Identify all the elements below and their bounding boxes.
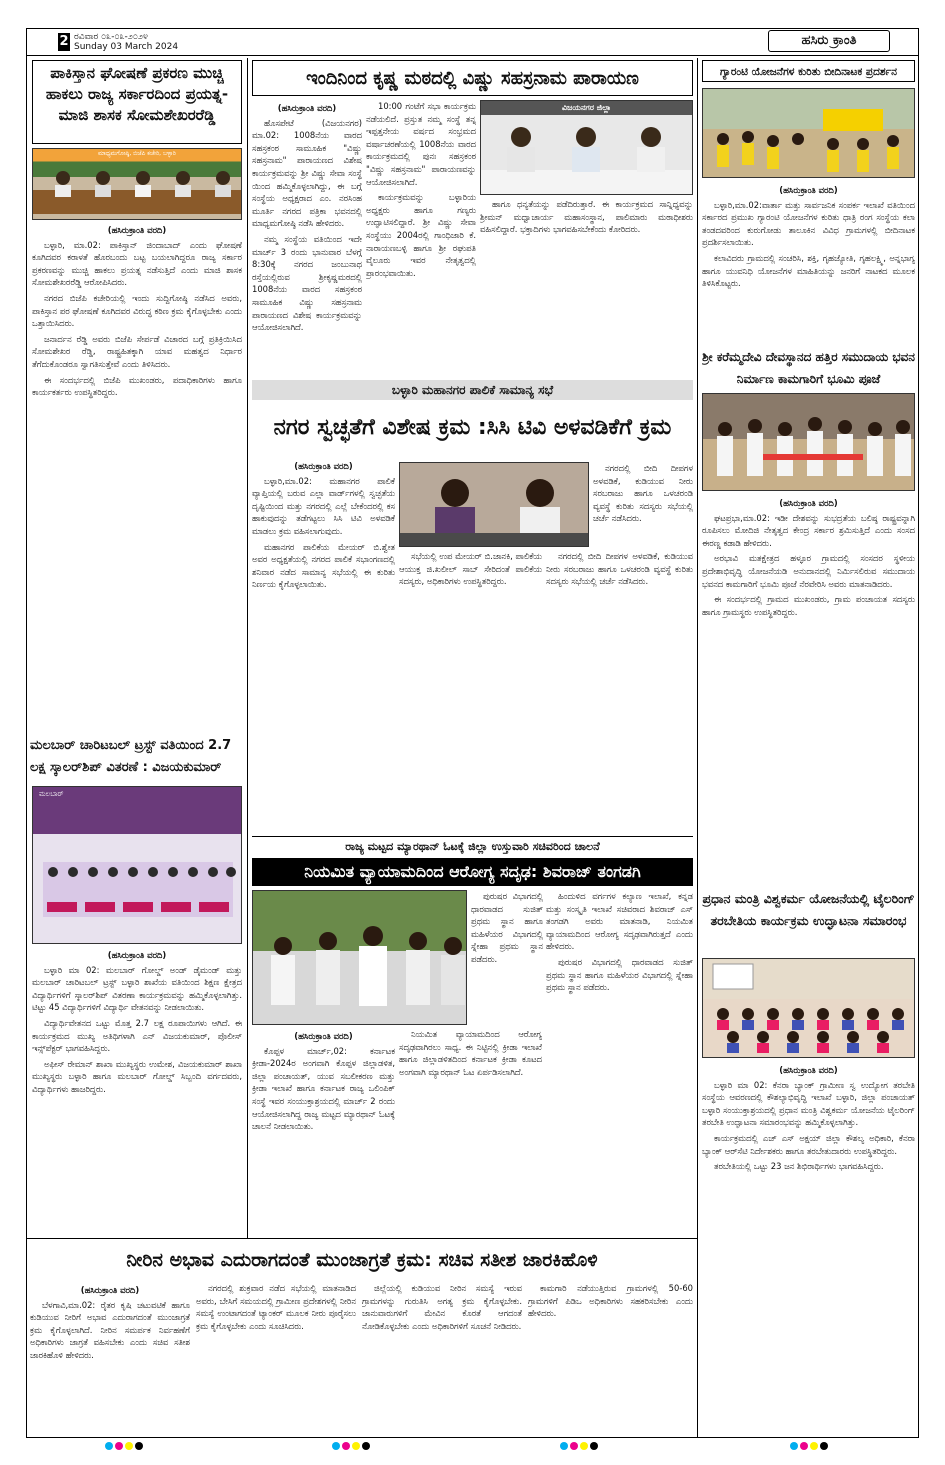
council-meeting-image	[400, 463, 589, 547]
paragraph: ಕಾರ್ಯಕ್ರಮವನ್ನು ಬಳ್ಳಾರಿಯ ಅಧ್ಯಕ್ಷರು ಹಾಗೂ ಗಣ್ಯರು ಉದ್ಘಾಟಿಸಲಿದ್ದಾರೆ. ಶ್ರೀ ವಿಷ್ಣು ಸೇವಾ ಸಂಸ್ಥೆಯು 2004ರಲ್ಲಿ ಗಾಂಧಿಜಾರಿ ಕೆ. ನಾರಾಯಣಬಳ್ಳಿ ಹಾಗೂ ಶ್ರೀ ರಘುಪತಿ ವೈಲೂರು ಇವರ ನೇತೃತ್ವದಲ್ಲಿ ಪ್ರಾರಂಭವಾಯಿತು.	[366, 192, 476, 278]
paragraph: ನಿಯಮಿತ ವ್ಯಾಯಾಮದಿಂದ ಆರೋಗ್ಯ ಸದೃಢವಾಗಿರಲು ಸಾಧ್ಯ. ಈ ನಿಟ್ಟಿನಲ್ಲಿ ಕ್ರೀಡಾ ಇಲಾಖೆ ಹಾಗೂ ಜಿಲ್ಲಾಡಳಿತದಿಂದ ಕರ್ನಾಟಕ ಕ್ರೀಡಾ ಕೂಟದ ಅಂಗವಾಗಿ ಮ್ಯಾರಥಾನ್ ಓಟ ಏರ್ಪಡಿಸಲಾಗಿದೆ.	[399, 1029, 542, 1077]
header-rule	[26, 55, 919, 56]
pakistan-photo	[32, 148, 242, 220]
vishwakarma-article-body	[702, 1062, 915, 1436]
paragraph: ಜನಾರ್ದನ ರೆಡ್ಡಿ ಅವರು ಬಿಜೆಪಿ ಸೇರ್ಪಡೆ ವಿಚಾರದ ಬಗ್ಗೆ ಪ್ರತಿಕ್ರಿಯಿಸಿದ ಸೋಮಶೇಖರ ರೆಡ್ಡಿ, ರಾಷ್ಟ್ರಹಿತಕ್ಕಾಗಿ ಯಾವ ಮಹತ್ವದ ನಿರ್ಧಾರ ತೆಗೆದುಕೊಂಡರೂ ಸ್ವಾಗತಿಸುತ್ತೇವೆ ಎಂದು ತಿಳಿಸಿದರು.	[32, 333, 242, 369]
pakistan-article-body	[32, 222, 242, 732]
vishnu-article-col1	[252, 100, 362, 368]
paragraph: ಕೊಪ್ಪಳ ಮಾರ್ಚ್,02: ಕರ್ನಾಟಕ ಕ್ರೀಡಾ-2024ರ ಅಂಗವಾಗಿ ಕೊಪ್ಪಳ ಜಿಲ್ಲಾಡಳಿತ, ಜಿಲ್ಲಾ ಪಂಚಾಯತ್, ಯುವ ಸಬಲೀಕರಣ ಮತ್ತು ಕ್ರೀಡಾ ಇಲಾಖೆ ಹಾಗೂ ಕರ್ನಾಟಕ ರಾಜ್ಯ ಒಲಿಂಪಿಕ್ ಸಂಸ್ಥೆ ಇವರ ಸಂಯುಕ್ತಾಶ್ರಯದಲ್ಲಿ ಮಾರ್ಚ್ 2 ರಂದು ಆಯೋಜಿಸಲಾಗಿದ್ದ ರಾಜ್ಯ ಮಟ್ಟದ ಮ್ಯಾರಥಾನ್ ಓಟಕ್ಕೆ ಚಾಲನೆ ನೀಡಲಾಯಿತು.	[252, 1045, 395, 1132]
paragraph: ಸಭೆಯಲ್ಲಿ ಉಪ ಮೇಯರ್ ಬಿ.ಜಾನಕಿ, ಪಾಲಿಕೆಯ ಆಯುಕ್ತ ಜಿ.ಖಲೀಲ್ ಸಾಬ್ ಸೇರಿದಂತೆ ಪಾಲಿಕೆಯ ಸದಸ್ಯರು, ಅಧಿಕಾರಿಗಳು ಉಪಸ್ಥಿತರಿದ್ದರು.	[399, 551, 542, 587]
vishwakarma-photo	[702, 958, 915, 1058]
paragraph: ಬಳ್ಳಾರಿ,ಮಾ.02: ಮಹಾನಗರ ಪಾಲಿಕೆ ವ್ಯಾಪ್ತಿಯಲ್ಲಿ ಬರುವ ಎಲ್ಲಾ ವಾರ್ಡ್‌ಗಳಲ್ಲಿ ಸ್ವಚ್ಛತೆಯ ದೃಷ್ಟಿಯಿಂದ ಮತ್ತು ನಗರದಲ್ಲಿ ಎಲ್ಲೆ ಬೇಕೆಂದರಲ್ಲಿ ಕಸ ಹಾಕುವುದನ್ನು ತಡೆಗಟ್ಟಲು ಸಿಸಿ ಟಿವಿ ಅಳವಡಿಕೆ ಮಾಡಲು ಕ್ರಮ ವಹಿಸಲಾಗುವುದು.	[252, 475, 395, 536]
column-rule	[247, 58, 248, 1238]
students-with-cheques-image	[33, 802, 242, 942]
marathon-dateline: (ಹಸಿರುಕ್ರಾಂತಿ ವರದಿ)	[294, 1031, 353, 1041]
ground-breaking-ceremony-image	[703, 394, 915, 491]
malabar-photo-banner: ಮಲಬಾರ್	[39, 790, 64, 798]
vishwakarma-dateline: (ಹಸಿರುಕ್ರಾಂತಿ ವರದಿ)	[779, 1065, 838, 1075]
malabar-headline: ಮಲಬಾರ್ ಚಾರಿಟಬಲ್ ಟ್ರಸ್ಟ್ ವತಿಯಿಂದ 2.7 ಲಕ್ಷ ಸ್ಕಾಲರ್‌ಶಿಪ್ ವಿತರಣೆ : ವಿಜಯಕುಮಾರ್	[30, 738, 232, 775]
marathon-col1	[252, 1028, 395, 1236]
bellary-corp-col1	[252, 458, 395, 833]
people-at-table-image	[33, 158, 242, 214]
paragraph: ಈ ಸಂದರ್ಭದಲ್ಲಿ ಗ್ರಾಮದ ಮುಖಂಡರು, ಗ್ರಾಮ ಪಂಚಾಯತ ಸದಸ್ಯರು ಹಾಗೂ ಗ್ರಾಮಸ್ಥರು ಉಪಸ್ಥಿತರಿದ್ದರು.	[702, 594, 915, 617]
vishwakarma-headline: ಪ್ರಧಾನ ಮಂತ್ರಿ ವಿಶ್ವಕರ್ಮ ಯೋಜನೆಯಲ್ಲಿ ಟೈಲರಿಂಗ್ ತರಬೇತಿಯ ಕಾರ್ಯಕ್ರಮ ಉದ್ಘಾಟನಾ ಸಮಾರಂಭ	[702, 891, 915, 928]
water-col4	[528, 1282, 693, 1432]
paragraph: ಮಹಾನಗರ ಪಾಲಿಕೆಯ ಮೇಯರ್ ಬಿ.ಶ್ವೇತ ಅವರ ಅಧ್ಯಕ್ಷತೆಯಲ್ಲಿ ನಗರದ ಪಾಲಿಕೆ ಸಭಾಂಗಣದಲ್ಲಿ ಶನಿವಾರ ನಡೆದ ಸಾಮಾನ್ಯ ಸಭೆಯಲ್ಲಿ ಈ ಕುರಿತು ನಿರ್ಣಯ ಕೈಗೊಳ್ಳಲಾಯಿತು.	[252, 541, 395, 590]
marathon-col2	[399, 1028, 542, 1236]
registration-marks	[560, 1442, 598, 1450]
section-rule	[26, 1238, 697, 1239]
malabar-photo	[32, 786, 242, 944]
marathon-col3	[546, 890, 693, 1236]
paragraph: ಕಲಾವಿದರು ಗ್ರಾಮದಲ್ಲಿ ಸಂಚರಿಸಿ, ಶಕ್ತಿ, ಗೃಹಜ್ಯೋತಿ, ಗೃಹಲಕ್ಷ್ಮಿ, ಅನ್ನಭಾಗ್ಯ ಹಾಗೂ ಯುವನಿಧಿ ಯೋಜನೆಗಳ ಮಾಹಿತಿಯನ್ನು ಜನರಿಗೆ ನಾಟಕದ ಮೂಲಕ ತಿಳಿಸಿಕೊಟ್ಟರು.	[702, 252, 915, 289]
column-rule	[697, 58, 698, 1438]
paragraph: ಜಿಲ್ಲೆಯಲ್ಲಿ ಕುಡಿಯುವ ನೀರಿನ ಸಮಸ್ಯೆ ಇರುವ ಗ್ರಾಮಗಳನ್ನು ಗುರುತಿಸಿ ಅಗತ್ಯ ಕ್ರಮ ಕೈಗೊಳ್ಳಬೇಕು. ಜಾನುವಾರುಗಳಿಗೆ ಮೇವಿನ ಕೊರತೆ ಆಗದಂತೆ ನೋಡಿಕೊಳ್ಳಬೇಕು ಎಂದು ಅಧಿಕಾರಿಗಳಿಗೆ ಸೂಚನೆ ನೀಡಿದರು.	[362, 1283, 522, 1331]
vishnu-article-col3	[480, 198, 693, 368]
registration-dot	[790, 1442, 798, 1450]
paragraph: ಬೆಳಗಾವಿ,ಮಾ.02: ರೈತರ ಕೃಷಿ ಚಟುವಟಿಕೆ ಹಾಗೂ ಕುಡಿಯುವ ನೀರಿಗೆ ಅಭಾವ ಎದುರಾಗದಂತೆ ಮುಂಜಾಗ್ರತೆ ಕ್ರಮ ಕೈಗೊಳ್ಳಲಾಗಿದೆ. ನೀರಿನ ಸಮರ್ಪಕ ನಿರ್ವಹಣೆಗೆ ಅಧಿಕಾರಿಗಳು ಜಾಗ್ರತೆ ವಹಿಸಬೇಕು ಎಂದು ಸಚಿವ ಸತೀಶ ಜಾರಕಿಹೊಳಿ ಹೇಳಿದರು.	[30, 1299, 190, 1360]
marathon-photo	[252, 890, 467, 1025]
registration-dot	[342, 1442, 350, 1450]
registration-dot	[580, 1442, 588, 1450]
bellary-corp-photo	[399, 462, 589, 547]
paragraph: ವಿದ್ಯಾರ್ಥಿವೇತನದ ಒಟ್ಟು ಮೊತ್ತ 2.7 ಲಕ್ಷ ರೂಪಾಯಿಗಳು ಆಗಿದೆ. ಈ ಕಾರ್ಯಕ್ರಮದ ಮುಖ್ಯ ಅತಿಥಿಗಳಾಗಿ ಎನ್ ವಿಜಯಕುಮಾರ್, ಪೊಲೀಸ್ ಇನ್ಸ್‌ಪೆಕ್ಟರ್ ಭಾಗವಹಿಸಿದ್ದರು.	[32, 1017, 242, 1054]
paragraph: ಬಳ್ಳಾರಿ ಮಾ 02: ಕೆನರಾ ಬ್ಯಾಂಕ್ ಗ್ರಾಮೀಣ ಸ್ವ ಉದ್ಯೋಗ ತರಬೇತಿ ಸಂಸ್ಥೆಯ ಆವರಣದಲ್ಲಿ ಕೌಶಲ್ಯಾಭಿವೃದ್ಧಿ ಇಲಾಖೆ ಬಳ್ಳಾರಿ, ಜಿಲ್ಲಾ ಪಂಚಾಯತ್ ಬಳ್ಳಾರಿ ಸಂಯುಕ್ತಾಶ್ರಯದಲ್ಲಿ ಪ್ರಧಾನ ಮಂತ್ರಿ ವಿಶ್ವಕರ್ಮ ಯೋಜನೆಯ ಟೈಲರಿಂಗ್ ತರಬೇತಿ ಉದ್ಘಾಟನಾ ಸಮಾರಂಭವನ್ನು ಹಮ್ಮಿಕೊಳ್ಳಲಾಗಿತ್ತು.	[702, 1079, 915, 1128]
registration-marks	[790, 1442, 828, 1450]
registration-dot	[810, 1442, 818, 1450]
malabar-dateline: (ಹಸಿರುಕ್ರಾಂತಿ ವರದಿ)	[107, 950, 167, 960]
water-col3	[362, 1282, 522, 1432]
marathon-col-a	[471, 890, 543, 1025]
registration-marks	[332, 1442, 370, 1450]
paragraph: ಬಳ್ಳಾರಿ ಮಾ 02: ಮಲಬಾರ್ ಗೋಲ್ಡ್ ಅಂಡ್ ಡೈಮಂಡ್ ಮತ್ತು ಮಲಬಾರ್ ಚಾರಿಟಬಲ್ ಟ್ರಸ್ಟ್ ಬಳ್ಳಾರಿ ಶಾಖೆಯ ವತಿಯಿಂದ ಶಿಕ್ಷಣ ಕ್ಷೇತ್ರದ ವಿದ್ಯಾರ್ಥಿಗಳಿಗೆ ಸ್ಕಾಲರ್‌ಶಿಪ್ ವಿತರಣಾ ಕಾರ್ಯಕ್ರಮವನ್ನು ಹಮ್ಮಿಕೊಳ್ಳಲಾಗಿತ್ತು. ಟಿಟ್ಟು 45 ವಿದ್ಯಾರ್ಥಿಗಳಿಗೆ ವಿದ್ಯಾರ್ಥಿ ವೇತನವನ್ನು ನೀಡಲಾಯಿತು.	[32, 964, 242, 1013]
guarantee-article-body	[702, 182, 915, 342]
bellary-corp-col2	[399, 550, 542, 833]
registration-dot	[125, 1442, 133, 1450]
tailoring-training-image	[703, 959, 915, 1058]
water-dateline: (ಹಸಿರುಕ್ರಾಂತಿ ವರದಿ)	[80, 1285, 140, 1295]
water-col2	[196, 1282, 356, 1432]
marathon-flagoff-image	[253, 891, 467, 1025]
malabar-article-body	[32, 947, 242, 1237]
pakistan-dateline: (ಹಸಿರುಕ್ರಾಂತಿ ವರದಿ)	[107, 225, 167, 235]
pakistan-headline: ಪಾಕಿಸ್ತಾನ ಘೋಷಣೆ ಪ್ರಕರಣ ಮುಚ್ಚಿ ಹಾಕಲು ರಾಜ್ಯ ಸರ್ಕಾರದಿಂದ ಪ್ರಯತ್ನ-ಮಾಜಿ ಶಾಸಕ ಸೋಮಶೇಖರರೆಡ್ಡಿ	[32, 60, 242, 144]
registration-dot	[352, 1442, 360, 1450]
bellary-corp-headline: ನಗರ ಸ್ವಚ್ಛತೆಗೆ ವಿಶೇಷ ಕ್ರಮ :ಸಿಸಿ ಟಿವಿ ಅಳವಡಿಕೆಗೆ ಕ್ರಮ	[273, 415, 672, 440]
paragraph: ಘಟಪ್ರಭಾ,ಮಾ.02: ಇಡೀ ದೇಶವನ್ನು ಸುಭದ್ರತೆಯ ಬಲಿಷ್ಠ ರಾಷ್ಟ್ರವನ್ನಾಗಿ ರೂಪಿಸಲು ಮೋದಿಜಿ ನೇತೃತ್ವದ ಕೇಂದ್ರ ಸರ್ಕಾರ ಶ್ರಮಿಸುತ್ತಿದೆ ಎಂದು ಸಂಸದ ಈರಣ್ಣ ಕಡಾಡಿ ಹೇಳಿದರು.	[702, 512, 915, 548]
registration-dot	[820, 1442, 828, 1450]
paragraph: ಪುರುಷರ ವಿಭಾಗದಲ್ಲಿ ಧಾರವಾಡದ ಸುಜಿತ್ ಪ್ರಥಮ ಸ್ಥಾನ ಹಾಗೂ ಮಹಿಳೆಯರ ವಿಭಾಗದಲ್ಲಿ ಸ್ನೇಹಾ ಪ್ರಥಮ ಸ್ಥಾನ ಪಡೆದರು.	[546, 956, 693, 993]
header-date-english: Sunday 03 March 2024	[74, 42, 179, 52]
vishnu-photo	[480, 100, 693, 195]
paragraph: ಅರಭಾವಿ ಮತಕ್ಷೇತ್ರದ ಹಳ್ಳೂರ ಗ್ರಾಮದಲ್ಲಿ ಸಂಸದರ ಸ್ಥಳೀಯ ಪ್ರದೇಶಾಭಿವೃದ್ಧಿ ಯೋಜನೆಯಡಿ ಅನುದಾನದಲ್ಲಿ ನಿರ್ಮಿಸಲಿರುವ ಸಮುದಾಯ ಭವನದ ಕಾಮಗಾರಿಗೆ ಭೂಮಿ ಪೂಜೆ ನೆರವೇರಿಸಿ ಅವರು ಮಾತನಾಡಿದರು.	[702, 553, 915, 589]
registration-dot	[362, 1442, 370, 1450]
marathon-kicker: ರಾಜ್ಯ ಮಟ್ಟದ ಮ್ಯಾರಥಾನ್ ಓಟಕ್ಕೆ ಜಿಲ್ಲಾ ಉಸ್ತುವಾರಿ ಸಚಿವರಿಂದ ಚಾಲನೆ	[345, 840, 600, 853]
paragraph: ಪುರುಷರ ವಿಭಾಗದಲ್ಲಿ ಧಾರವಾಡದ ಸುಜಿತ್ ಪ್ರಥಮ ಸ್ಥಾನ ಹಾಗೂ ಮಹಿಳೆಯರ ವಿಭಾಗದಲ್ಲಿ ಸ್ನೇಹಾ ಪ್ರಥಮ ಸ್ಥಾನ ಪಡೆದರು.	[471, 891, 543, 964]
pakistan-photo-banner: ಮಾಧ್ಯಮಗೋಷ್ಠಿ, ಬಿಜೆಪಿ ಕಚೇರಿ, ಬಳ್ಳಾರಿ	[98, 150, 176, 157]
paragraph: ಬಳ್ಳಾರಿ, ಮಾ.02: ಪಾಕಿಸ್ತಾನ್ ಜಿಂದಾಬಾದ್ ಎಂದು ಘೋಷಣೆ ಕೂಗಿದವರ ಕರಾಳತೆ ಹೊರಬಂದು ಬಟ್ಟ ಬಯಲಾಗಿದ್ದರೂ ರಾಜ್ಯ ಸರ್ಕಾರ ಪ್ರಕರಣವನ್ನು ಮುಚ್ಚಿ ಹಾಕಲು ಪ್ರಯತ್ನ ನಡೆಸುತ್ತಿದೆ ಎಂದು ಮಾಜಿ ಶಾಸಕ ಸೋಮಶೇಖರರೆಡ್ಡಿ ಆರೋಪಿಸಿದರು.	[32, 239, 242, 288]
section-rule	[252, 836, 693, 837]
paragraph: ತರಬೇತಿಯಲ್ಲಿ ಒಟ್ಟು 23 ಜನ ಶಿಭಿರಾರ್ಥಿಗಳು ಭಾಗವಹಿಸಿದ್ದರು.	[714, 1161, 884, 1172]
vishnu-headline: ಇಂದಿನಿಂದ ಕೃಷ್ಣ ಮಠದಲ್ಲಿ ವಿಷ್ಣು ಸಹಸ್ರನಾಮ ಪಾರಾಯಣ	[252, 60, 693, 96]
masthead: ಹಸಿರು ಕ್ರಾಂತಿ	[768, 30, 890, 52]
marathon-headline: ನಿಯಮಿತ ವ್ಯಾಯಾಮದಿಂದ ಆರೋಗ್ಯ ಸದೃಢ: ಶಿವರಾಜ್ ತಂಗಡಗಿ	[252, 858, 693, 886]
registration-dot	[560, 1442, 568, 1450]
registration-dot	[570, 1442, 578, 1450]
paragraph: ನಗರದಲ್ಲಿ ಬೀದಿ ದೀಪಗಳ ಅಳವಡಿಕೆ, ಕುಡಿಯುವ ನೀರು ಸರಬರಾಜು ಹಾಗೂ ಒಳಚರಂಡಿ ವ್ಯವಸ್ಥೆ ಕುರಿತು ಸದಸ್ಯರು ಸಭೆಯಲ್ಲಿ ಚರ್ಚೆ ನಡೆಸಿದರು.	[593, 463, 693, 524]
paragraph: ಕಾಮಗಾರಿ ನಡೆಯುತ್ತಿರುವ ಗ್ರಾಮಗಳಲ್ಲಿ 50-60 ಗ್ರಾಮಗಳಿಗೆ ಪಿಡಿಒ ಅಧಿಕಾರಿಗಳು ಸಹಕರಿಸಬೇಕು ಎಂದು ಹೇಳಿದರು.	[528, 1283, 693, 1319]
registration-dot	[135, 1442, 143, 1450]
water-headline: ನೀರಿನ ಅಭಾವ ಎದುರಾಗದಂತೆ ಮುಂಜಾಗ್ರತೆ ಕ್ರಮ: ಸಚಿವ ಸತೀಶ ಜಾರಕಿಹೊಳಿ	[126, 1249, 598, 1271]
paragraph: 10:00 ಗಂಟೆಗೆ ಸಭಾ ಕಾರ್ಯಕ್ರಮ ನಡೆಯಲಿದೆ. ಪ್ರಸ್ತುತ ನಮ್ಮ ಸಂಸ್ಥೆ ತನ್ನ ಇಪ್ಪತ್ತನೇಯ ವರ್ಷದ ಸಂಭ್ರಮದ ವರ್ಷಾಚರಣೆಯಲ್ಲಿ 1008ನೆಯ ವಾರದ ಕಾರ್ಯಕ್ರಮದಲ್ಲಿ ಪುನಃ ಸಹಸ್ರಕಂಠ "ವಿಷ್ಣು ಸಹಸ್ರನಾಮ" ಪಾರಾಯಣವನ್ನು ಆಯೋಜಿಸಲಾಗಿದೆ.	[366, 101, 476, 187]
registration-dot	[332, 1442, 340, 1450]
header-date-kannada: ರವಿವಾರ ೦೩-೦೩-೨೦೨೪	[74, 32, 148, 42]
guarantee-photo	[702, 88, 915, 178]
temple-article-body	[702, 495, 915, 885]
paragraph: ಹಾಗೂ ಧನ್ಯತೆಯನ್ನು ಪಡೆದಿರುತ್ತಾರೆ. ಈ ಕಾರ್ಯಕ್ರಮದ ಸಾನ್ನಿಧ್ಯವನ್ನು ಶ್ರೀಮನ್ ಮಧ್ವಾಚಾರ್ಯ ಮಹಾಸಂಸ್ಥಾನ, ಪಾಲಿಮಾರು ಮಠಾಧೀಶರು ವಹಿಸಲಿದ್ದಾರೆ. ಭಕ್ತಾದಿಗಳು ಭಾಗವಹಿಸಬೇಕೆಂದು ಕೋರಿದರು.	[480, 199, 693, 235]
water-col1	[30, 1282, 190, 1432]
temple-dateline: (ಹಸಿರುಕ್ರಾಂತಿ ವರದಿ)	[779, 498, 838, 508]
bellary-corp-dateline: (ಹಸಿರುಕ್ರಾಂತಿ ವರದಿ)	[294, 461, 353, 471]
street-play-image	[703, 89, 915, 178]
temple-photo	[702, 393, 915, 491]
registration-dot	[590, 1442, 598, 1450]
paragraph: ಹಿಂದುಳಿದ ವರ್ಗಗಳ ಕಲ್ಯಾಣ ಇಲಾಖೆ, ಕನ್ನಡ ಮತ್ತು ಸಂಸ್ಕೃತಿ ಇಲಾಖೆ ಸಚಿವರಾದ ಶಿವರಾಜ್ ಎಸ್ ತಂಗಡಗಿ ಅವರು ಮಾತನಾಡಿ, ನಿಯಮಿತ ವ್ಯಾಯಾಮದಿಂದ ಆರೋಗ್ಯ ಸದೃಢವಾಗಿರುತ್ತದೆ ಎಂದು ಹೇಳಿದರು.	[546, 891, 693, 952]
bellary-corp-col3a	[593, 462, 693, 547]
paragraph: ನಗರದಲ್ಲಿ ಬೀದಿ ದೀಪಗಳ ಅಳವಡಿಕೆ, ಕುಡಿಯುವ ನೀರು ಸರಬರಾಜು ಹಾಗೂ ಒಳಚರಂಡಿ ವ್ಯವಸ್ಥೆ ಕುರಿತು ಸದಸ್ಯರು ಸಭೆಯಲ್ಲಿ ಚರ್ಚೆ ನಡೆಸಿದರು.	[546, 551, 693, 587]
registration-dot	[115, 1442, 123, 1450]
bellary-corp-kicker: ಬಳ್ಳಾರಿ ಮಹಾನಗರ ಪಾಲಿಕೆ ಸಾಮಾನ್ಯ ಸಭೆ	[252, 380, 693, 400]
paragraph: ನಮ್ಮ ಸಂಸ್ಥೆಯ ವತಿಯಿಂದ ಇದೇ ಮಾರ್ಚ್ 3 ರಂದು ಭಾನುವಾರ ಬೆಳಗ್ಗೆ 8:30ಕ್ಕೆ ನಗರದ ಜಂಬುನಾಥ ರಸ್ತೆಯಲ್ಲಿರುವ ಶ್ರೀಕೃಷ್ಣಮಠದಲ್ಲಿ 1008ನೆಯ ವಾರದ ಸಹಸ್ರಕಂಠ ಸಾಮೂಹಿಕ ವಿಷ್ಣು ಸಹಸ್ರನಾಮ ಪಾರಾಯಣದ ವಿಶೇಷ ಕಾರ್ಯಕ್ರಮವನ್ನು ಆಯೋಜಿಸಲಾಗಿದೆ.	[252, 233, 362, 333]
bellary-corp-col3	[546, 550, 693, 833]
vishnu-photo-banner: ವಿಜಯನಗರ ಜಿಲ್ಲಾ	[481, 101, 692, 115]
paragraph: ನಗರದಲ್ಲಿ ಶುಕ್ರವಾರ ನಡೆದ ಸಭೆಯಲ್ಲಿ ಮಾತನಾಡಿದ ಅವರು, ಬೇಸಿಗೆ ಸಮಯದಲ್ಲಿ ಗ್ರಾಮೀಣ ಪ್ರದೇಶಗಳಲ್ಲಿ ನೀರಿನ ಸಮಸ್ಯೆ ಉಂಟಾಗದಂತೆ ಟ್ಯಾಂಕರ್ ಮೂಲಕ ನೀರು ಪೂರೈಸಲು ಕ್ರಮ ಕೈಗೊಳ್ಳಬೇಕು ಎಂದು ಸೂಚಿಸಿದರು.	[196, 1283, 356, 1331]
registration-dot	[105, 1442, 113, 1450]
press-meet-image	[481, 115, 693, 195]
paragraph: ಬಳ್ಳಾರಿ,ಮಾ.02:ವಾರ್ತಾ ಮತ್ತು ಸಾರ್ವಜನಿಕ ಸಂಪರ್ಕ ಇಲಾಖೆ ವತಿಯಿಂದ ಸರ್ಕಾರದ ಪ್ರಮುಖ ಗ್ಯಾರಂಟಿ ಯೋಜನೆಗಳ ಕುರಿತು ಧಾತ್ರಿ ರಂಗ ಸಂಸ್ಥೆಯ ಕಲಾ ತಂಡದವರಿಂದ ಕುರುಗೋಡು ತಾಲೂಕಿನ ವಿವಿಧ ಗ್ರಾಮಗಳಲ್ಲಿ ಬೀದಿನಾಟಕ ಪ್ರದರ್ಶಿಸಲಾಯಿತು.	[702, 199, 915, 248]
guarantee-dateline: (ಹಸಿರುಕ್ರಾಂತಿ ವರದಿ)	[779, 185, 838, 195]
registration-marks	[105, 1442, 143, 1450]
paragraph: ಈ ಸಂದರ್ಭದಲ್ಲಿ ಬಿಜೆಪಿ ಮುಖಂಡರು, ಪದಾಧಿಕಾರಿಗಳು ಹಾಗೂ ಕಾರ್ಯಕರ್ತರು ಉಪಸ್ಥಿತರಿದ್ದರು.	[32, 374, 242, 398]
vishnu-dateline: (ಹಸಿರುಕ್ರಾಂತಿ ವರದಿ)	[277, 103, 337, 113]
vishnu-article-col2	[366, 100, 476, 368]
registration-dot	[800, 1442, 808, 1450]
paragraph: ಕಾರ್ಯಕ್ರಮದಲ್ಲಿ ಎಚ್ ಎಸ್ ಅಕ್ಷಯ್ ಜಿಲ್ಲಾ ಕೌಶಲ್ಯ ಅಧಿಕಾರಿ, ಕೆನರಾ ಬ್ಯಾಂಕ್ ಆರ್‌ಸೆಟಿ ನಿರ್ದೇಶಕರು ಹಾಗೂ ತರಬೇತುದಾರರು ಉಪಸ್ಥಿತರಿದ್ದರು.	[702, 1132, 915, 1156]
paragraph: ಹೊಸಪೇಟೆ (ವಿಜಯನಗರ) ಮಾ.02: 1008ನೆಯ ವಾರದ ಸಹಸ್ರಕಂಠ ಸಾಮೂಹಿಕ "ವಿಷ್ಣು ಸಹಸ್ರನಾಮ" ಪಾರಾಯಣದ ವಿಶೇಷ ಕಾರ್ಯಕ್ರಮವನ್ನು ಶ್ರೀ ವಿಷ್ಣು ಸೇವಾ ಸಂಸ್ಥೆ ಯಿಂದ ಹಮ್ಮಿಕೊಳ್ಳಲಾಗಿದ್ದು, ಈ ಬಗ್ಗೆ ಸಂಸ್ಥೆಯ ಅಧ್ಯಕ್ಷರಾದ ಎಂ. ನರಸಿಂಹ ಮೂರ್ತಿ ನಗರದ ಪತ್ರಿಕಾ ಭವನದಲ್ಲಿ ಮಾಧ್ಯಮಗೋಷ್ಠಿ ನಡೆಸಿ ಹೇಳಿದರು.	[252, 117, 362, 229]
paragraph: ನಗರದ ಬಿಜೆಪಿ ಕಚೇರಿಯಲ್ಲಿ ಇಂದು ಸುದ್ದಿಗೋಷ್ಠಿ ನಡೆಸಿದ ಅವರು, ಪಾಕಿಸ್ತಾನ ಪರ ಘೋಷಣೆ ಕೂಗಿದವರ ವಿರುದ್ಧ ಕಠಿಣ ಕ್ರಮ ಕೈಗೊಳ್ಳಬೇಕು ಎಂದು ಒತ್ತಾಯಿಸಿದರು.	[32, 292, 242, 329]
header-date	[74, 32, 178, 52]
guarantee-headline: ಗ್ಯಾರಂಟಿ ಯೋಜನೆಗಳ ಕುರಿತು ಬೀದಿನಾಟಕ ಪ್ರದರ್ಶನ	[702, 60, 915, 82]
paragraph: ಅಫೀಸ್ ರೇಮಾನ್ ಶಾಖಾ ಮುಖ್ಯಸ್ಥರು ಉಮೇಶ, ವಿಜಯಕುಮಾರ್ ಶಾಖಾ ಮುಖ್ಯಸ್ಥರು ಬಳ್ಳಾರಿ ಹಾಗೂ ಮಲಬಾರ್ ಗೋಲ್ಡ್ ಸಿಬ್ಬಂದಿ ವರ್ಗದವರು, ವಿದ್ಯಾರ್ಥಿಗಳು ಹಾಜರಿದ್ದರು.	[32, 1058, 242, 1094]
temple-headline: ಶ್ರೀ ಕರೆಮ್ಮದೇವಿ ದೇವಸ್ಥಾನದ ಹತ್ತಿರ ಸಮುದಾಯ ಭವನ ನಿರ್ಮಾಣ ಕಾಮಗಾರಿಗೆ ಭೂಮಿ ಪೂಜೆ	[702, 350, 915, 386]
page-number: 2	[59, 34, 69, 49]
